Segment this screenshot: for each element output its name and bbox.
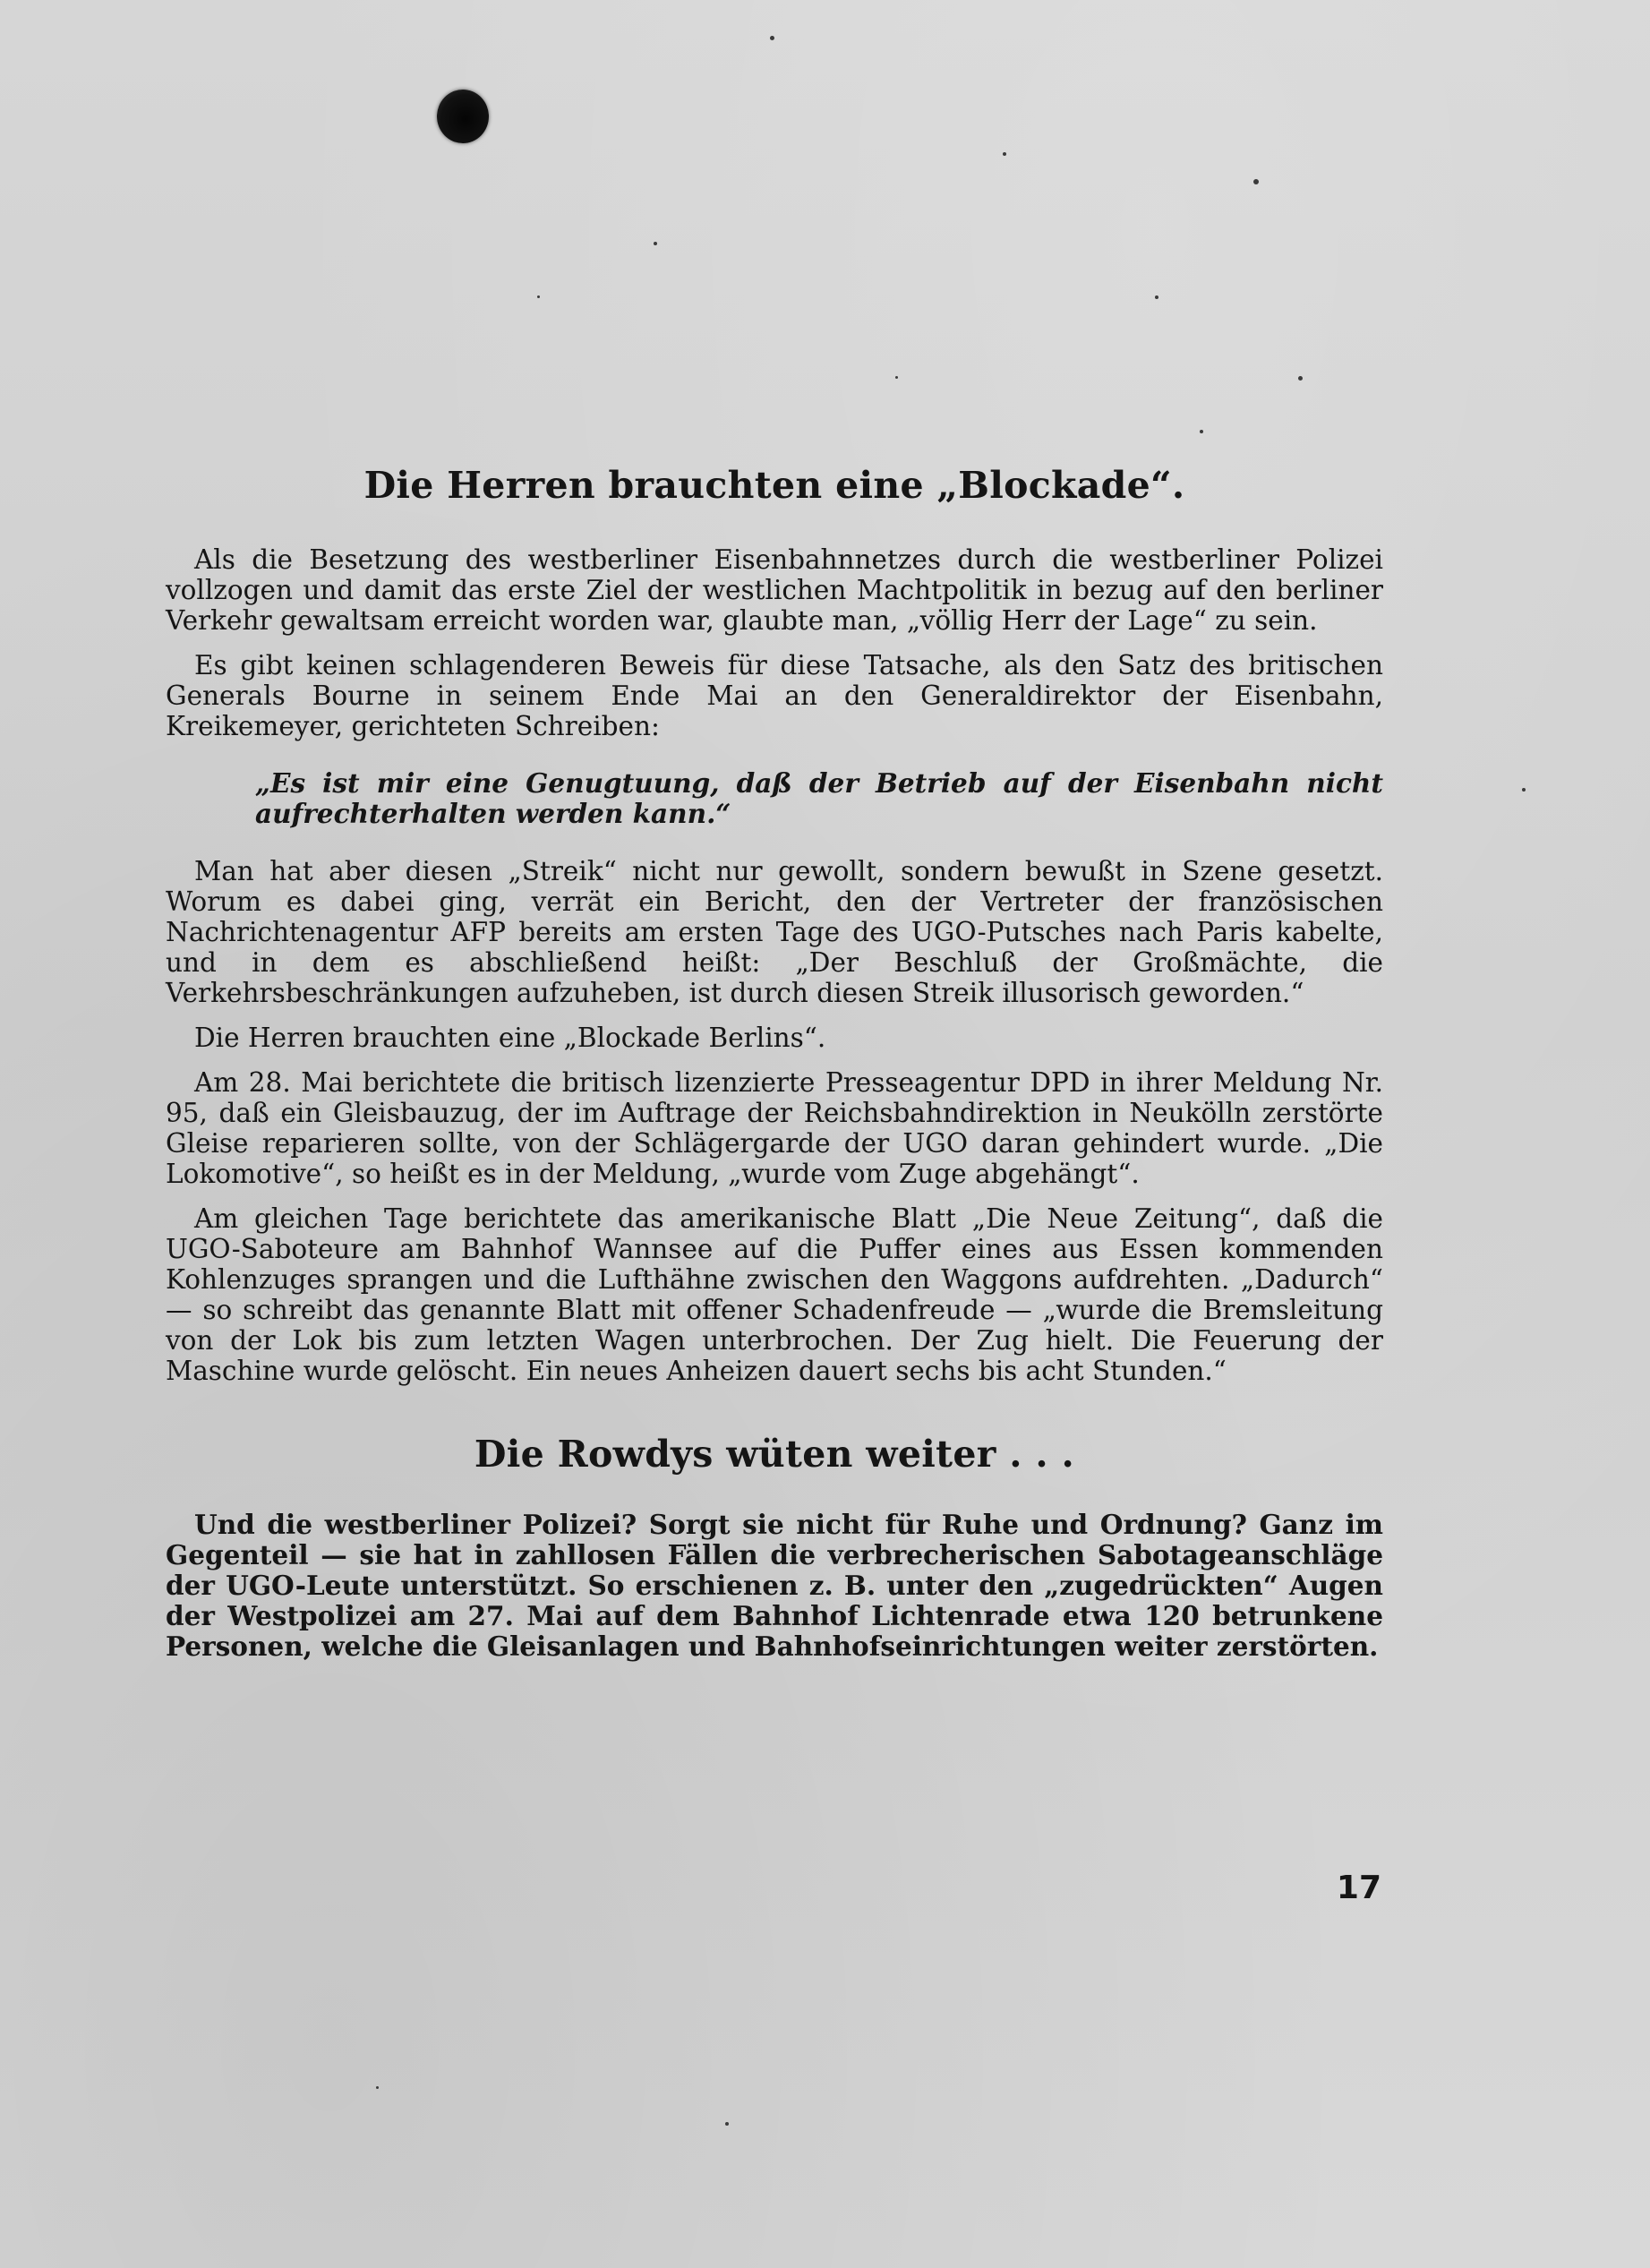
paragraph: Es gibt keinen schlagenderen Beweis für diese Tatsache, als den Satz des britischen Generals Bourne in seinem Ende Mai an den Generaldirektor der Eisenbahn, Kreikemeyer, gerichteten Schreiben:: [166, 650, 1383, 741]
print-speck: [376, 2086, 379, 2089]
print-speck: [895, 376, 898, 379]
print-speck: [1253, 179, 1259, 184]
paragraph-bold: Und die westberliner Polizei? Sorgt sie nicht für Ruhe und Ordnung? Ganz im Gegenteil — sie hat in zahllosen Fällen die verbrecherischen Sabotageanschläge der UGO-Leute unterstützt. So erschienen z. B. unter den „zugedrückten“ Augen der Westpolizei am 27. Mai auf dem Bahnhof Lichtenrade etwa 120 betrunkene Personen, welche die Gleisanlagen und Bahnhofseinrichtungen weiter zerstörten.: [166, 1509, 1383, 1662]
print-speck: [725, 2122, 729, 2126]
quote-bourne: „Es ist mir eine Genugtuung, daß der Betrieb auf der Eisenbahn nicht aufrechterhalten werden kann.“: [255, 767, 1383, 829]
print-speck: [1522, 788, 1526, 792]
paragraph: Die Herren brauchten eine „Blockade Berlins“.: [194, 1023, 826, 1053]
print-speck: [1200, 430, 1203, 433]
print-speck: [1155, 295, 1158, 299]
print-speck: [537, 295, 540, 298]
paragraph: Am 28. Mai berichtete die britisch lizenzierte Presseagentur DPD in ihrer Meldung Nr. 95, daß ein Gleisbauzug, der im Auftrage der Reichsbahndirektion in Neukölln zerstörte Gleise reparieren sollte, von der Schlägergarde der UGO daran gehindert wurde. „Die Lokomotive“, so heißt es in der Meldung, „wurde vom Zuge abgehängt“.: [166, 1067, 1383, 1189]
paragraph: Als die Besetzung des westberliner Eisenbahnnetzes durch die westberliner Polizei vollzogen und damit das erste Ziel der westlichen Machtpolitik in bezug auf den berliner Verkehr gewaltsam erreicht worden war, glaubte man, „völlig Herr der Lage“ zu sein.: [166, 544, 1383, 636]
print-speck: [1003, 152, 1006, 156]
paragraph: Man hat aber diesen „Streik“ nicht nur gewollt, sondern bewußt in Szene gesetzt. Worum es dabei ging, verrät ein Bericht, den der Vertreter der französischen Nachrichtenagentur AFP bereits am ersten Tage des UGO-Putsches nach Paris kabelte, und in dem es abschließend heißt: „Der Beschluß der Großmächte, die Verkehrsbeschränkungen aufzuheben, ist durch diesen Streik illusorisch geworden.“: [166, 856, 1383, 1008]
page-number: 17: [1336, 1870, 1381, 1906]
paragraph: Am gleichen Tage berichtete das amerikanische Blatt „Die Neue Zeitung“, daß die UGO-Saboteure am Bahnhof Wannsee auf die Puffer eines aus Essen kommenden Kohlenzuges sprangen und die Lufthähne zwischen den Waggons aufdrehten. „Dadurch“ — so schreibt das genannte Blatt mit offener Schadenfreude — „wurde die Bremsleitung von der Lok bis zum letzten Wagen unterbrochen. Der Zug hielt. Die Feuerung der Maschine wurde gelöscht. Ein neues Anheizen dauert sechs bis acht Stunden.“: [166, 1203, 1383, 1386]
section-heading-blockade: Die Herren brauchten eine „Blockade“.: [363, 464, 1185, 507]
print-speck: [654, 242, 657, 245]
punch-hole: [437, 90, 489, 143]
print-speck: [770, 36, 774, 40]
print-speck: [1298, 376, 1303, 381]
section-heading-rowdys: Die Rowdys wüten weiter . . .: [474, 1433, 1075, 1476]
page-content: [166, 464, 1383, 1662]
